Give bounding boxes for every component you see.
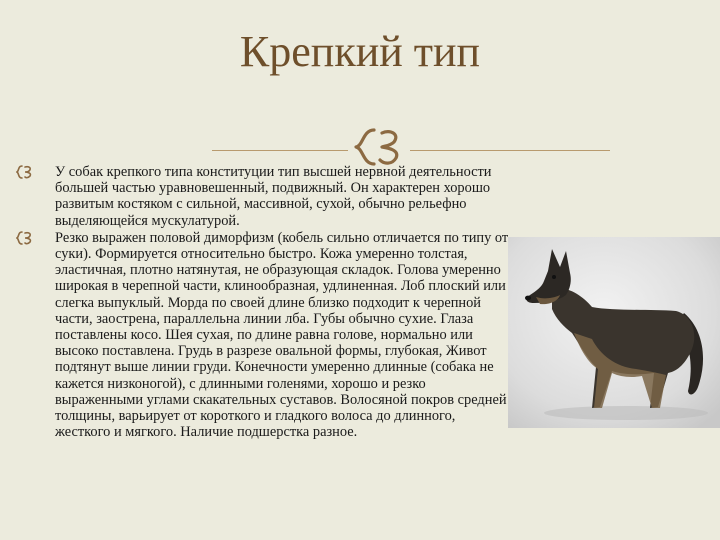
bullet-item xyxy=(14,230,514,441)
slide-body xyxy=(14,164,514,441)
divider-line-right xyxy=(410,150,610,151)
bullet-text: У собак крепкого типа конституции тип высшей нервной деятельности большей частью уравновешенный, подвижный. Он характерен хорошо развитым костяком с сильной, массивной, сухой, обычно рельефно выделяющейся мускулатурой. xyxy=(55,164,492,229)
slide-title: Крепкий тип xyxy=(239,27,481,76)
bullet-text: Резко выражен половой диморфизм (кобель сильно отличается по типу от суки). Формируется относительно быстро. Кожа умеренно толстая, эластичная, плотно натянутая, не образующая складок. Голова умеренно широкая в черепной части, клинообразная, удлиненная. Лоб плоский или слегка выпуклый. Морда по своей длине близко подходит к черепной части, заострена, параллельна линии лба. Губы обычно сухие. Глаза поставлены косо. Шея сухая, по длине равна голове, нормально или высоко поставлена. Грудь в разрезе овальной формы, глубокая, Живот подтянут выше линии груди. Конечности умеренно длинные (собака не кажется низконогой), с длинными голенями, хорошо и резко выраженными углами скакательных суставов. Волосяной покров средней толщины, варьирует от короткого и гладкого волоса до длинного, жесткого и мягкого. Наличие подшерстка разное. xyxy=(55,229,509,441)
curly-bracket-bullet-icon xyxy=(16,165,34,179)
curly-bracket-bullet-icon xyxy=(16,231,34,245)
bullet-item xyxy=(14,164,514,229)
divider-line-left xyxy=(212,150,348,151)
dog-photo xyxy=(508,237,720,428)
